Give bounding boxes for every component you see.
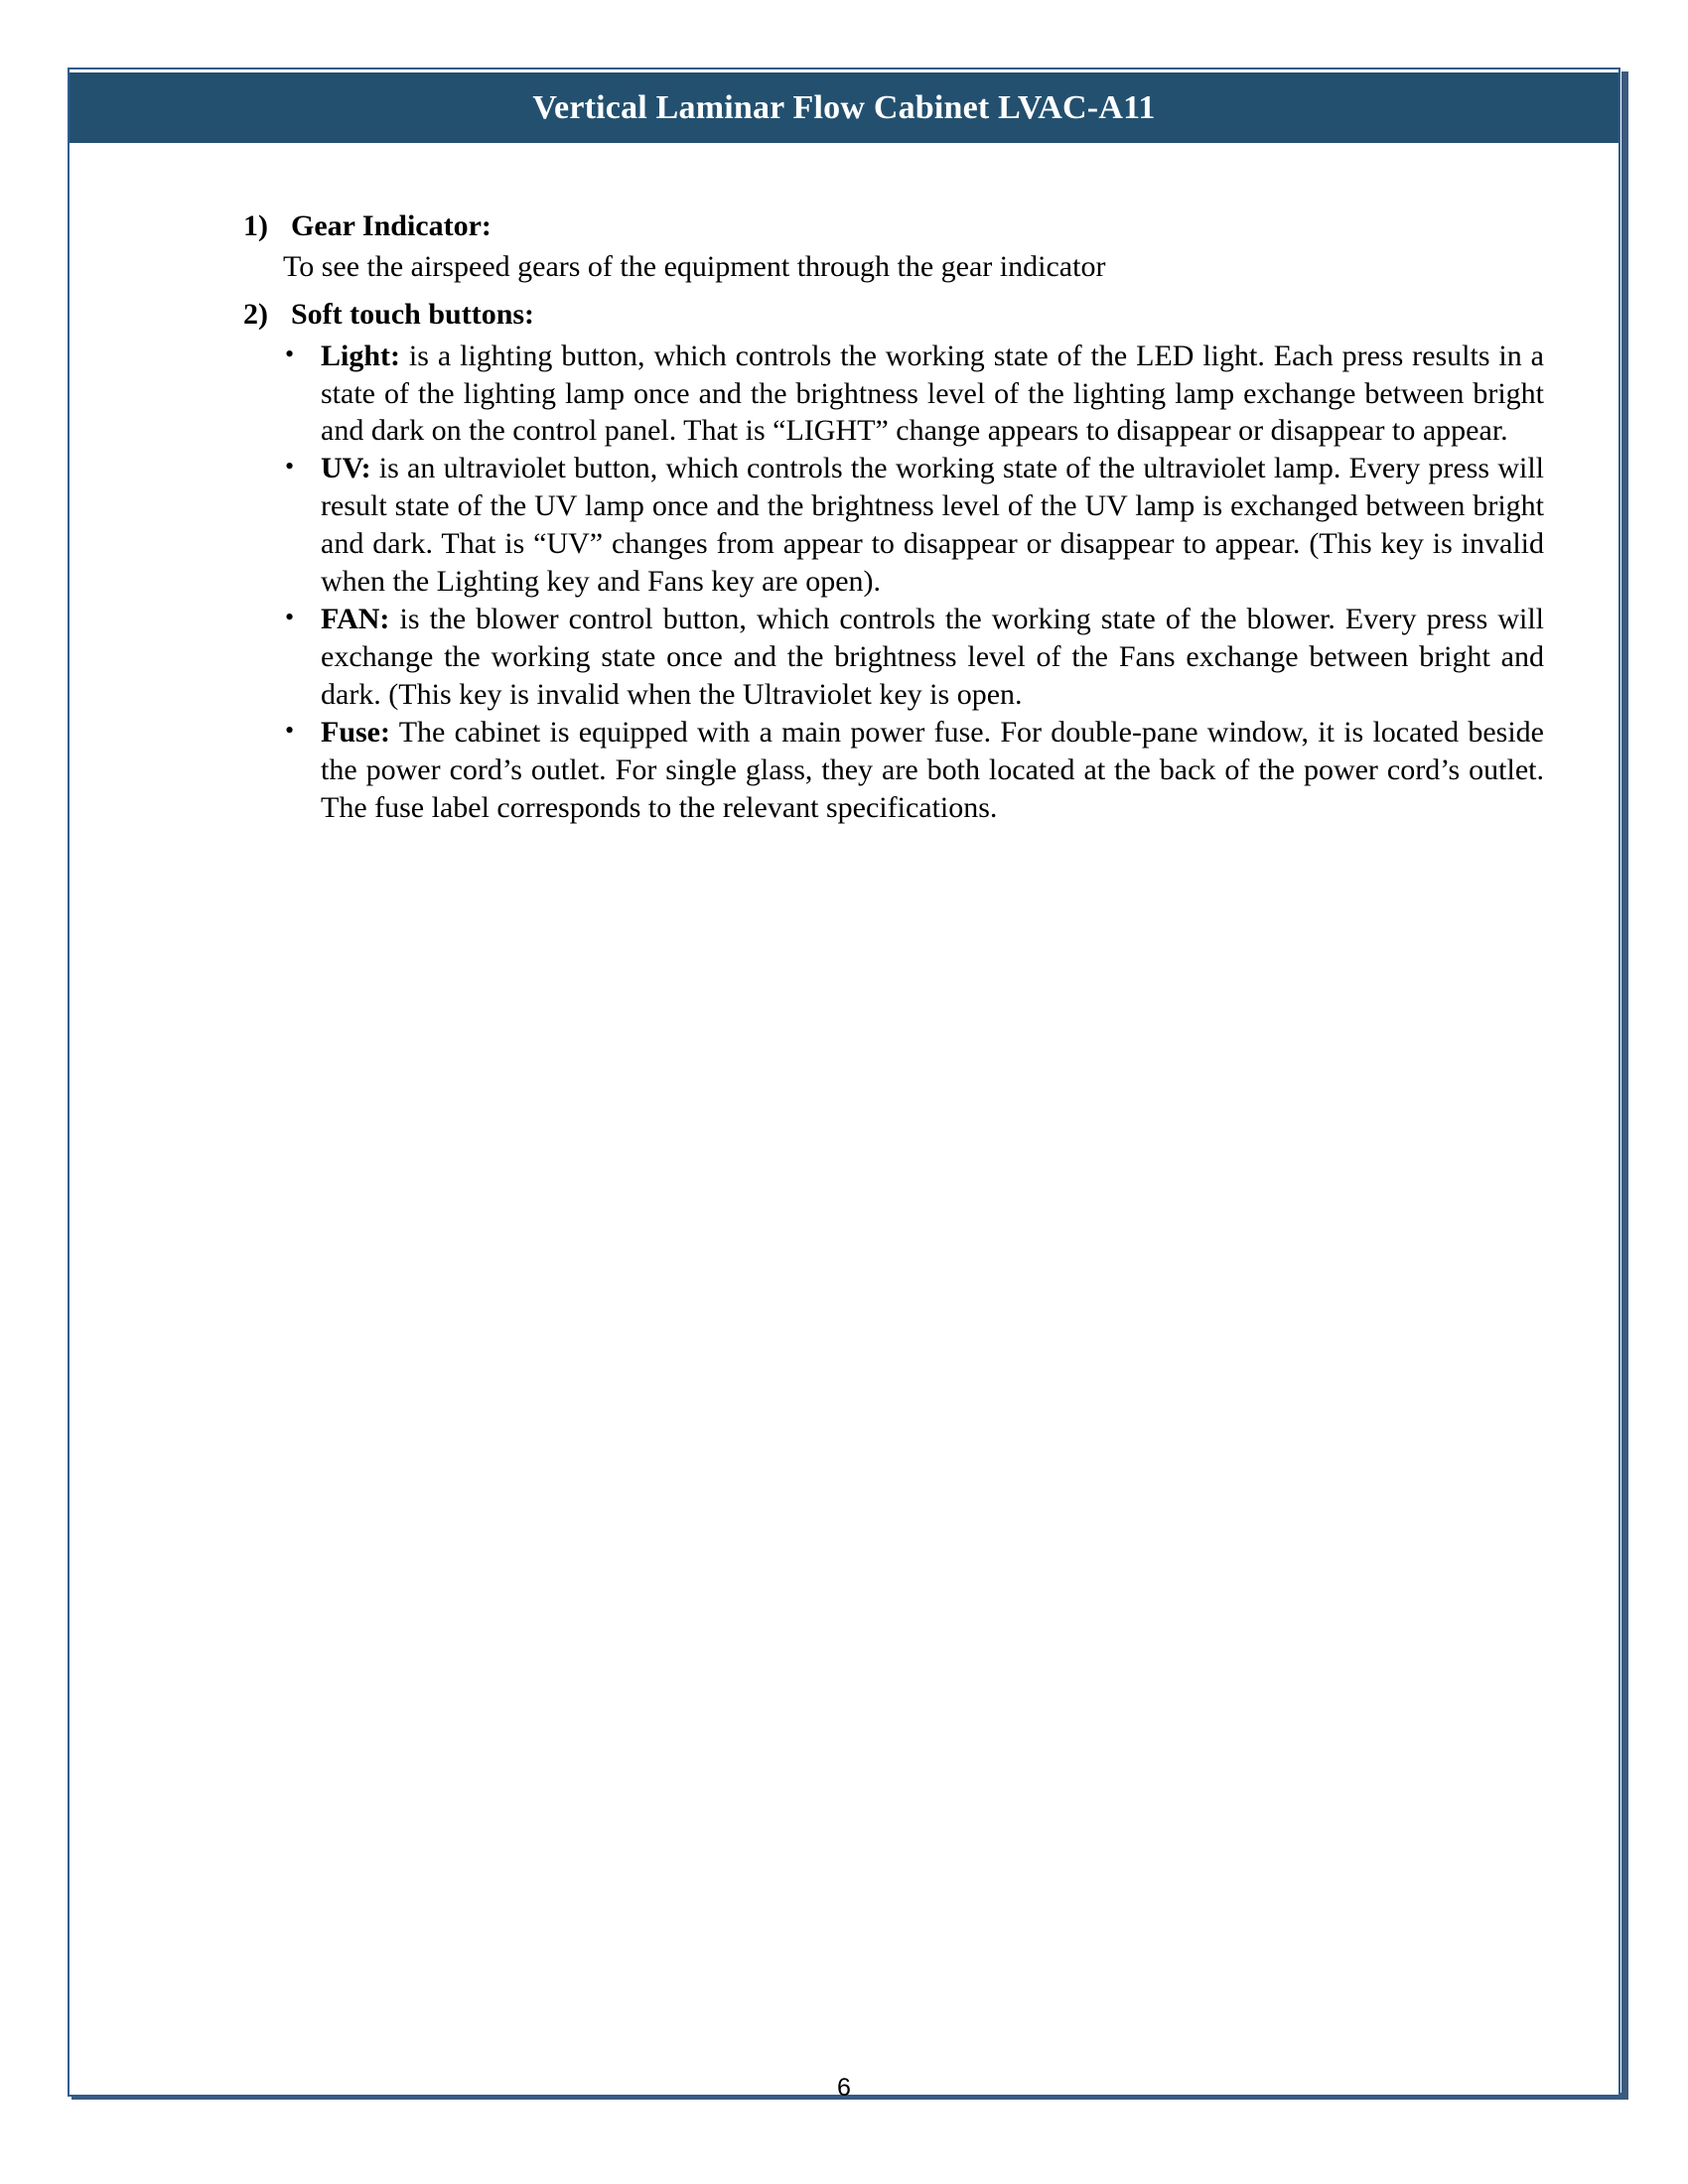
section-heading-text: Gear Indicator:	[291, 209, 492, 242]
list-item-text: is a lighting button, which controls the working state of the LED light. Each press results in a state of the lighting lamp once and the brightness level of the lighting lamp exchange between bright and dark on the control panel. That is “LIGHT” change appears to disappear or disappear to appear.	[321, 339, 1544, 448]
list-item-text: The cabinet is equipped with a main power fuse. For double-pane window, it is located beside the power cord’s outlet. For single glass, they are both located at the back of the power cord’s outlet. The fuse label corresponds to the relevant specifications.	[321, 715, 1544, 824]
section-number-marker: 1)	[243, 209, 268, 242]
document-page	[68, 68, 1620, 2102]
section-body-text: To see the airspeed gears of the equipment through the gear indicator	[283, 249, 1106, 283]
bullet-dot-icon: •	[285, 603, 295, 632]
list-item	[243, 450, 1544, 601]
list-item-text: is an ultraviolet button, which controls the working state of the ultraviolet lamp. Every press will result state of the UV lamp once and the brightness level of the UV lamp is exchanged between bright and dark. That is “UV” changes from appear to disappear or disappear to appear. (This key is invalid when the Lighting key and Fans key are open).	[321, 452, 1544, 599]
page-number-footer: 6	[837, 2074, 851, 2102]
section-heading	[243, 208, 1534, 245]
soft-touch-button-list	[243, 338, 1544, 827]
bullet-dot-icon: •	[285, 715, 295, 745]
page-header-banner	[70, 69, 1618, 143]
list-item	[243, 714, 1544, 827]
list-item-lead: Fuse:	[321, 715, 390, 749]
list-item-lead: FAN:	[321, 603, 390, 636]
page-border-shadow-right	[1621, 71, 1628, 2100]
bullet-dot-icon: •	[285, 452, 295, 481]
section-heading	[243, 297, 1544, 334]
section-number-marker: 2)	[243, 298, 268, 331]
list-item-text: is the blower control button, which controls the working state of the blower. Every press will exchange the working state once and the brightness level of the Fans exchange between bright and dark. (This key is invalid when the Ultraviolet key is open.	[321, 603, 1544, 712]
section-soft-touch-buttons	[243, 297, 1544, 827]
list-item-lead: UV:	[321, 452, 371, 485]
section-gear-indicator	[243, 208, 1534, 285]
list-item	[243, 338, 1544, 451]
page-title: Vertical Laminar Flow Cabinet LVAC-A11	[532, 88, 1156, 126]
bullet-dot-icon: •	[285, 339, 295, 368]
list-item	[243, 601, 1544, 714]
section-heading-text: Soft touch buttons:	[291, 298, 535, 331]
list-item-lead: Light:	[321, 339, 401, 372]
